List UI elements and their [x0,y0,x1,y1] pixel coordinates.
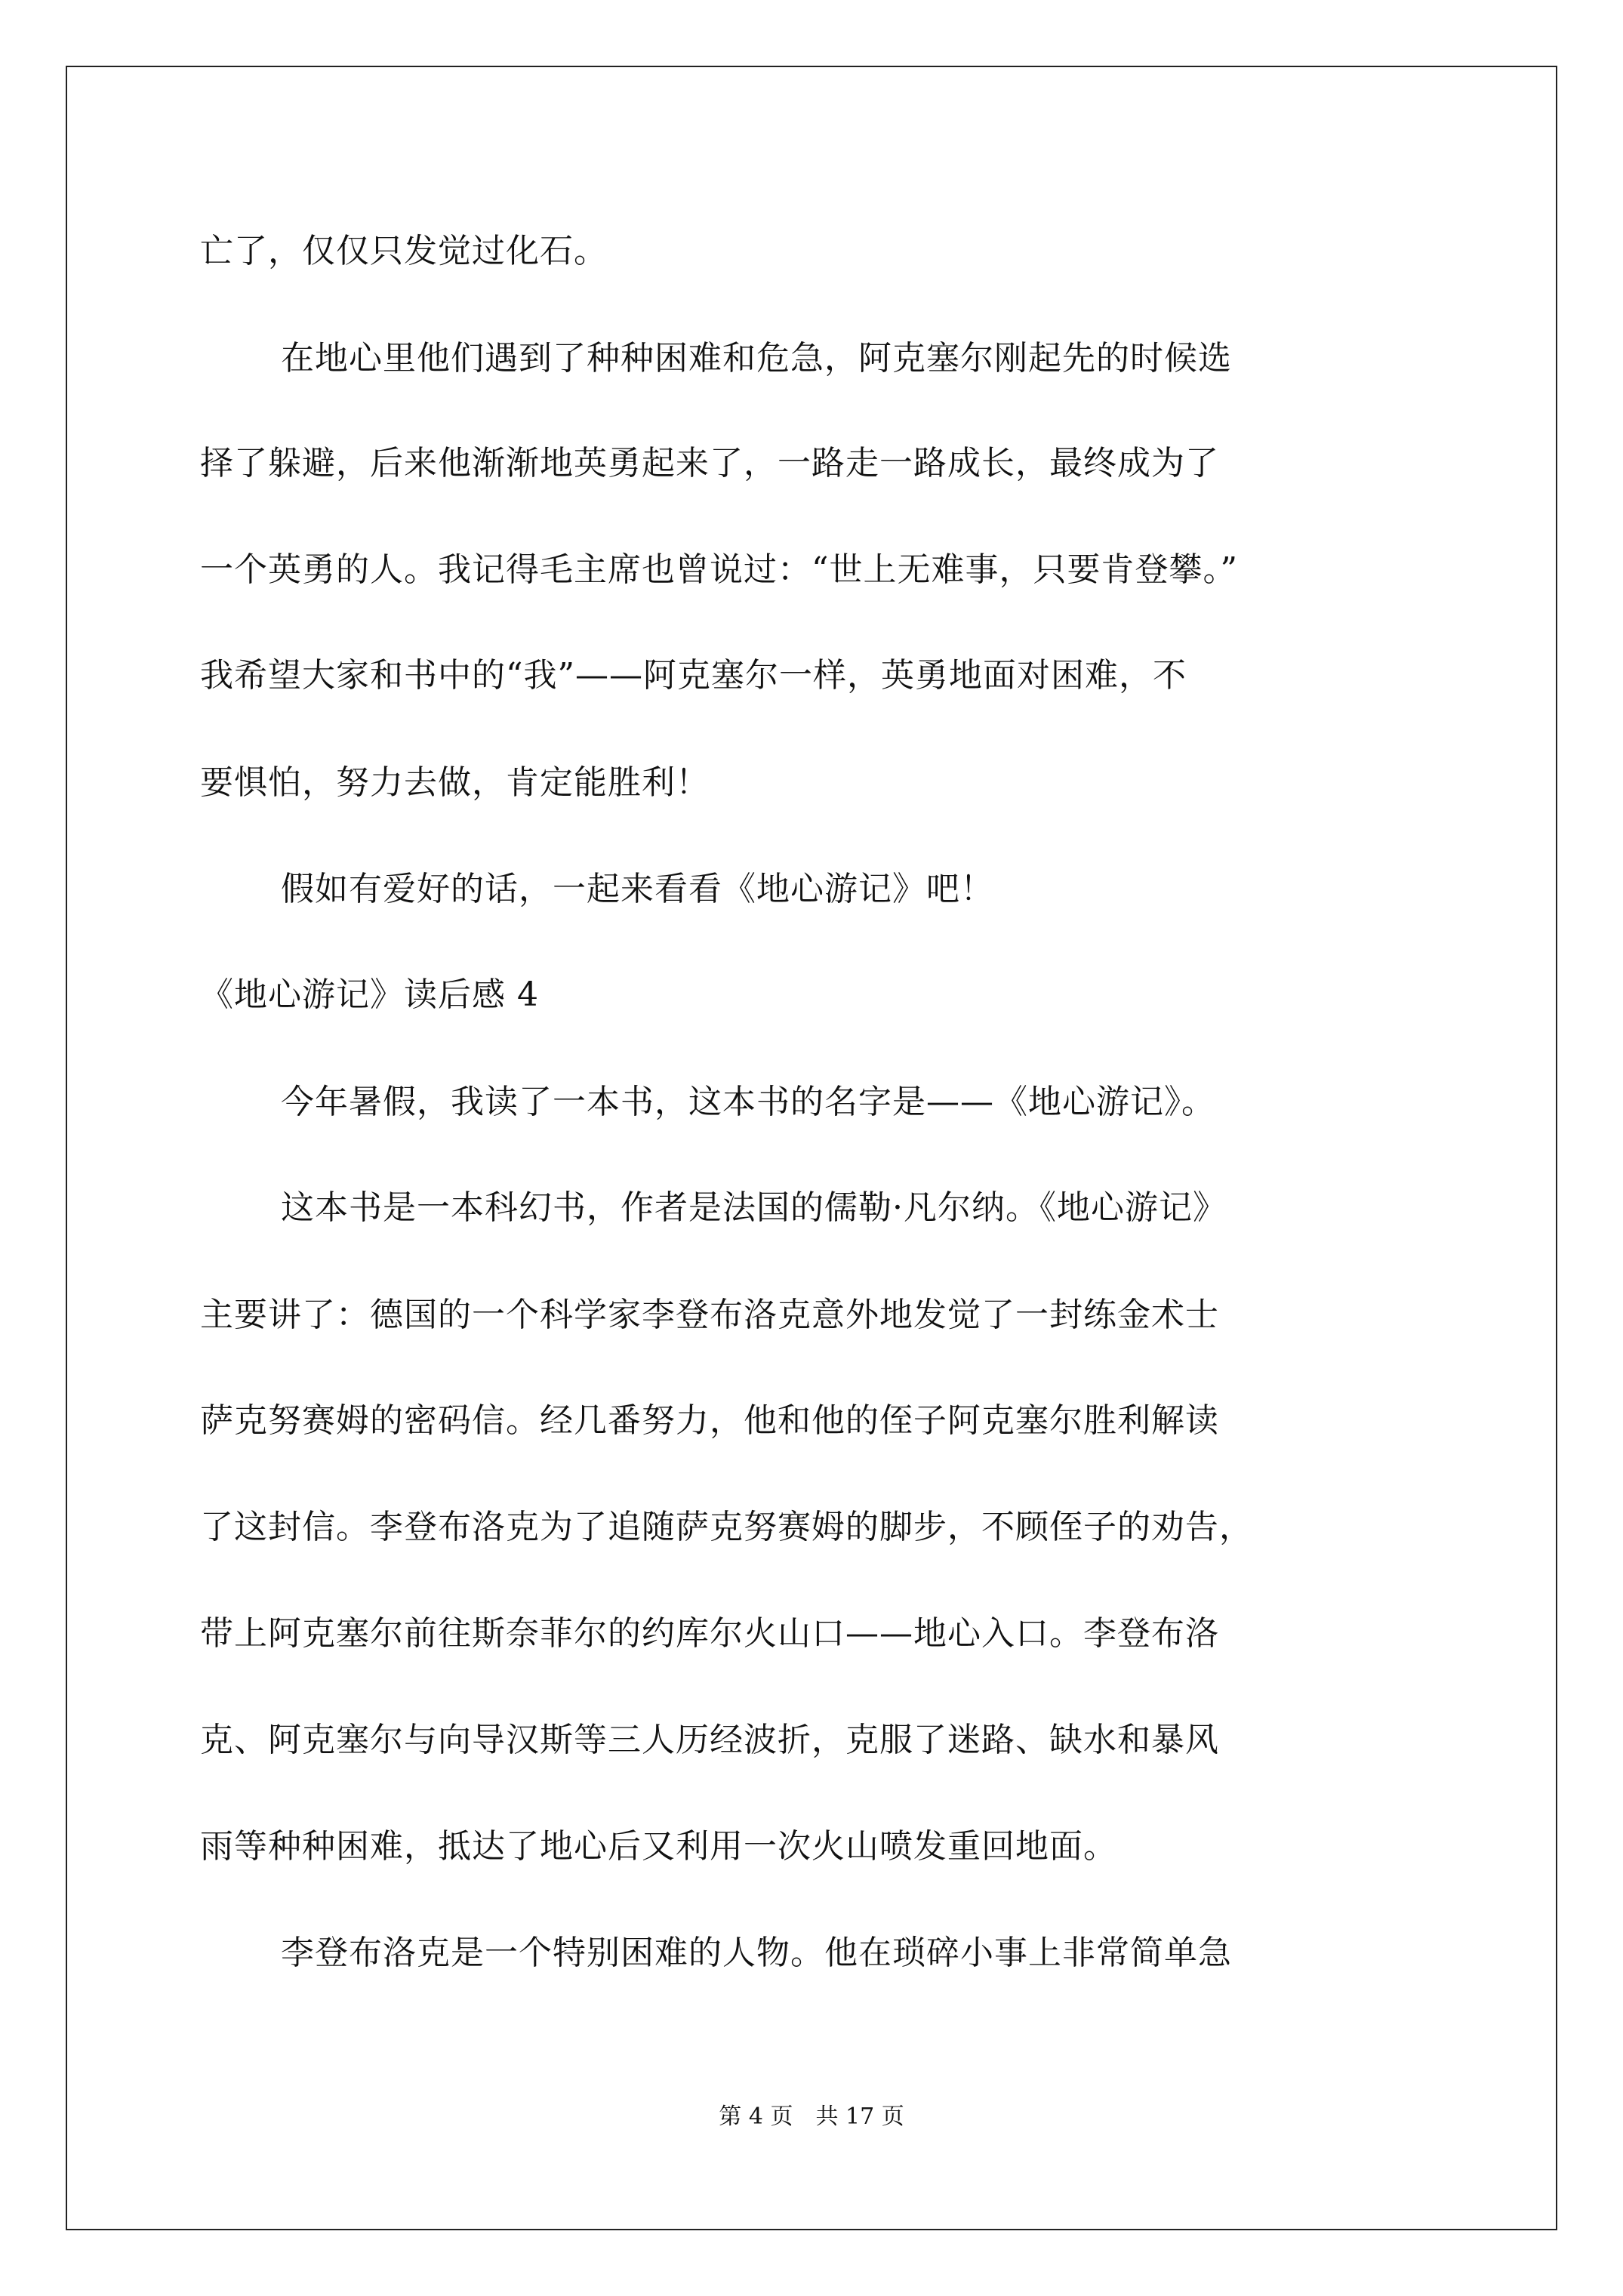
text-line: 这本书是一本科幻书，作者是法国的儒勒·凡尔纳。《地心游记》 [281,1188,1227,1227]
text-line: 带上阿克塞尔前往斯奈菲尔的约库尔火山口——地心入口。李登布洛 [200,1614,1219,1653]
text-line: 萨克努赛姆的密码信。经几番努力，他和他的侄子阿克塞尔胜利解读 [200,1401,1219,1440]
page-border [66,66,1557,2230]
text-line: 择了躲避，后来他渐渐地英勇起来了，一路走一路成长，最终成为了 [200,444,1219,482]
text-line: 亡了，仅仅只发觉过化石。 [200,232,608,270]
page-number-footer: 第 4 页 共 17 页 [719,2103,904,2130]
text-line: 主要讲了：德国的一个科学家李登布洛克意外地发觉了一封练金术士 [200,1296,1219,1334]
text-line: 在地心里他们遇到了种种困难和危急，阿克塞尔刚起先的时候选 [281,339,1232,378]
text-line: 假如有爱好的话，一起来看看《地心游记》吧！ [281,870,994,908]
text-line: 李登布洛克是一个特别困难的人物。他在琐碎小事上非常简单急 [281,1934,1232,1972]
text-line: 克、阿克塞尔与向导汉斯等三人历经波折，克服了迷路、缺水和暴风 [200,1721,1219,1759]
text-line: 一个英勇的人。我记得毛主席也曾说过：“世上无难事，只要肯登攀。” [200,550,1238,589]
text-line: 今年暑假，我读了一本书，这本书的名字是——《地心游记》。 [281,1083,1215,1121]
text-line: 要惧怕，努力去做，肯定能胜利！ [200,763,710,802]
section-heading: 《地心游记》读后感 4 [200,975,539,1014]
text-line: 雨等种种困难，抵达了地心后又利用一次火山喷发重回地面。 [200,1827,1117,1866]
text-line: 了这封信。李登布洛克为了追随萨克努赛姆的脚步，不顾侄子的劝告， [200,1508,1253,1546]
text-line: 我希望大家和书中的“我”——阿克塞尔一样，英勇地面对困难，不 [200,656,1187,695]
